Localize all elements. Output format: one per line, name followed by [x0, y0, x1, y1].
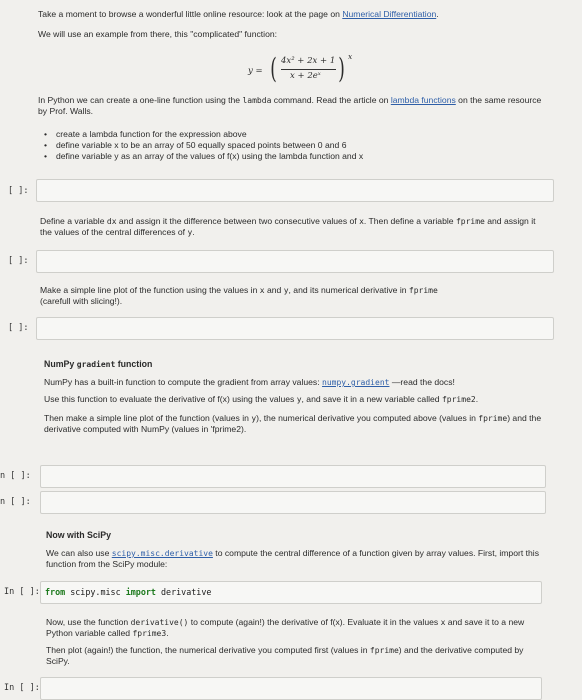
- formula-exponent: x: [348, 52, 353, 61]
- intro-line: Take a moment to browse a wonderful little online resource: look at the page on Numerical Differentiation.: [38, 9, 439, 19]
- task-item: • define variable y as an array of the values of f(x) using the lambda function and x: [40, 151, 500, 162]
- markdown-cell-scipy: [46, 530, 541, 570]
- code-cell-input[interactable]: [40, 677, 542, 700]
- formula-fraction-bar: [281, 69, 336, 70]
- numpy-p1: NumPy has a built-in function to compute the gradient from array values: numpy.gradient —read the docs!: [44, 377, 455, 387]
- task-item: • define variable x to be an array of 50 equally spaced points between 0 and 6: [40, 140, 500, 151]
- lambda-functions-link[interactable]: lambda functions: [390, 95, 456, 105]
- cell-prompt: In [ ]:: [4, 587, 40, 597]
- code-cell-import[interactable]: [40, 581, 542, 604]
- markdown-cell-dx: Define a variable dx and assign it the difference between two consecutive values of x. Then define a variable fprime and assign it the values of the central differences of y.: [40, 216, 536, 237]
- formula-denominator: x + 2eˣ: [290, 71, 321, 81]
- cell-prompt: [ ]:: [8, 256, 29, 266]
- scipy-heading: Now with SciPy: [46, 530, 112, 540]
- markdown-cell-plot: Make a simple line plot of the function using the values in x and y, and its numerical derivative in fprime (carefull with slicing!).: [40, 285, 438, 306]
- task-item: • create a lambda function for the expression above: [40, 129, 500, 140]
- cell-prompt: [ ]:: [8, 323, 29, 333]
- code-cell-input[interactable]: [36, 250, 554, 273]
- cell-prompt: n [ ]:: [0, 497, 31, 507]
- task-list: [40, 129, 500, 162]
- code-cell-input[interactable]: [40, 465, 546, 488]
- formula-lhs: y =: [248, 66, 263, 76]
- formula-numerator: 4x² + 2x + 1: [281, 56, 336, 66]
- lambda-code: lambda: [242, 96, 272, 105]
- formula-paren-left: (: [270, 52, 277, 85]
- scipy-derivative-link[interactable]: scipy.misc.derivative: [111, 549, 213, 558]
- derivative-p1: Now, use the function derivative() to compute (again!) the derivative of f(x). Evaluate it in the values x and save it to a new Python variable called fprime3.: [46, 617, 525, 638]
- cell-prompt: n [ ]:: [0, 471, 31, 481]
- markdown-cell-derivative: [46, 617, 536, 667]
- code-cell-input[interactable]: [36, 317, 554, 340]
- intro-text: Take a moment to browse a wonderful little online resource: look at the page on: [38, 9, 343, 19]
- cell-prompt: [ ]:: [8, 186, 29, 196]
- markdown-cell-numpy: [44, 359, 544, 435]
- formula-paren-right: ): [338, 52, 345, 85]
- numpy-heading: NumPy gradient function: [44, 359, 153, 369]
- numpy-gradient-link[interactable]: numpy.gradient: [322, 378, 390, 387]
- cell-prompt: In [ ]:: [4, 683, 40, 693]
- code-line: from scipy.misc import derivative: [45, 587, 212, 597]
- code-cell-input[interactable]: [36, 179, 554, 202]
- numpy-p3: Then make a simple line plot of the function (values in y), the numerical derivative you computed above (values in fprime) and the derivative computed with NumPy (values in 'fprime2).: [44, 413, 542, 434]
- numpy-p2: Use this function to evaluate the derivative of f(x) using the values y, and save it in a new variable called fprime2.: [44, 394, 479, 404]
- formula: [248, 54, 358, 88]
- example-line: We will use an example from there, this "complicated" function:: [38, 29, 278, 39]
- numerical-differentiation-link[interactable]: Numerical Differentiation: [342, 9, 437, 19]
- scipy-p1: We can also use scipy.misc.derivative to compute the central difference of a function given by array values. First, import this function from the SciPy module:: [46, 548, 540, 569]
- markdown-cell-intro: [38, 9, 548, 40]
- code-cell-input[interactable]: [40, 491, 546, 514]
- derivative-p2: Then plot (again!) the function, the numerical derivative you computed first (values in fprime) and the derivative computed by SciPy.: [46, 645, 524, 666]
- lambda-paragraph: In Python we can create a one-line function using the lambda command. Read the article on lambda functions on the same resource by Prof. Walls.: [38, 95, 542, 116]
